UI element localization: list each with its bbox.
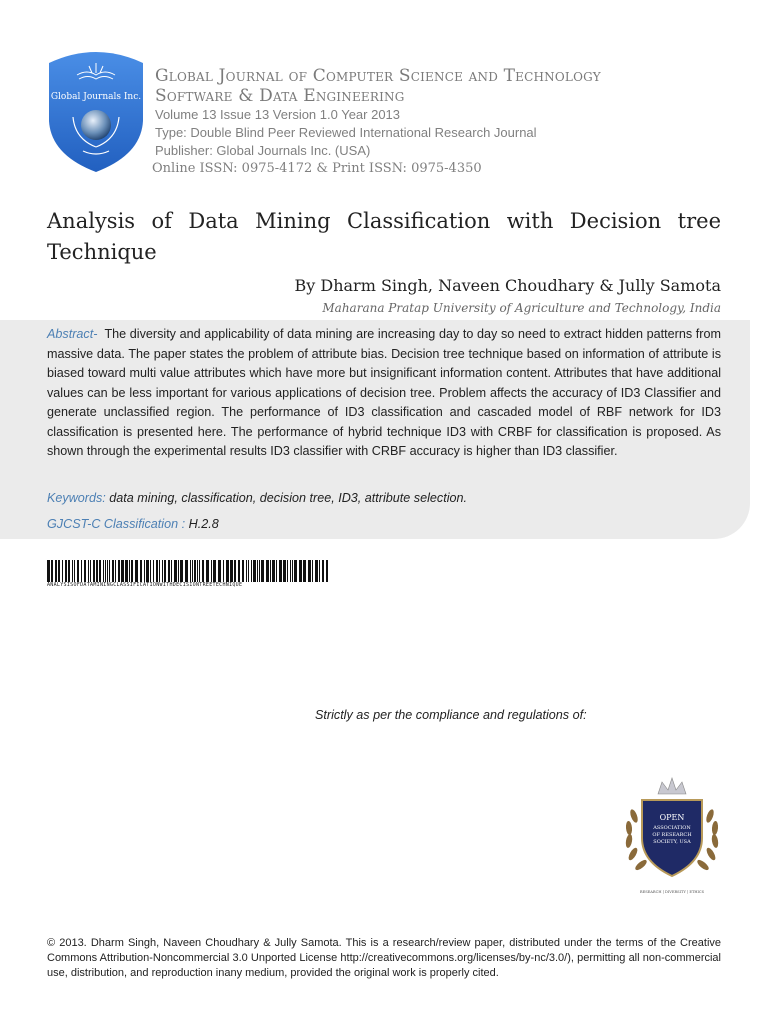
- barcode-bar: [118, 560, 120, 582]
- barcode: [47, 560, 329, 582]
- barcode-bar: [272, 560, 275, 582]
- keywords-value: data mining, classification, decision tree, ID3, attribute selection.: [109, 491, 468, 505]
- keywords: [47, 491, 467, 505]
- barcode-bar: [62, 560, 63, 582]
- barcode-bar: [107, 560, 108, 582]
- barcode-bar: [276, 560, 277, 582]
- open-association-seal: [618, 776, 726, 898]
- abstract-label: Abstract-: [47, 327, 98, 341]
- compliance-note: Strictly as per the compliance and regulations of:: [315, 708, 587, 722]
- paper-authors: By Dharm Singh, Naveen Choudhary & Jully Samota: [294, 276, 721, 295]
- barcode-bar: [84, 560, 86, 582]
- barcode-bar: [156, 560, 158, 582]
- journal-issn: Online ISSN: 0975-4172 & Print ISSN: 0975-4350: [152, 161, 482, 176]
- barcode-bar: [178, 560, 179, 582]
- copyright-notice: © 2013. Dharm Singh, Naveen Choudhary & Jully Samota. This is a research/review paper, distributed under the terms of the Creative Commons Attribution-Noncommercial 3.0 Unported License http://creativecommons.org/licenses/by-nc/3.0/), permitting all non-commercial use, distribution, and reproduction inany medium, provided the original work is properly cited.: [47, 937, 721, 979]
- barcode-bar: [283, 560, 286, 582]
- seal-motto: RESEARCH | DIVERSITY | ETHICS: [639, 890, 705, 894]
- barcode-bar: [326, 560, 328, 582]
- barcode-bar: [226, 560, 229, 582]
- barcode-bar: [319, 560, 320, 582]
- seal-shield-icon: [642, 800, 702, 876]
- barcode-bar: [242, 560, 244, 582]
- barcode-bar: [266, 560, 269, 582]
- classification: [47, 517, 219, 531]
- barcode-bar: [88, 560, 89, 582]
- barcode-bar: [171, 560, 172, 582]
- abstract: [47, 325, 721, 462]
- classification-value: H.2.8: [188, 517, 219, 531]
- barcode-bar: [261, 560, 264, 582]
- journal-type: Type: Double Blind Peer Reviewed International Research Journal: [155, 125, 537, 140]
- barcode-bar: [51, 560, 53, 582]
- barcode-bar: [197, 560, 198, 582]
- barcode-bar: [135, 560, 138, 582]
- barcode-bar: [99, 560, 101, 582]
- barcode-bar: [96, 560, 98, 582]
- barcode-bar: [144, 560, 145, 582]
- barcode-bar: [230, 560, 233, 582]
- barcode-bar: [322, 560, 324, 582]
- barcode-bar: [292, 560, 293, 582]
- barcode-bar: [290, 560, 291, 582]
- seal-text-open: OPEN: [659, 813, 685, 822]
- barcode-bar: [103, 560, 104, 582]
- barcode-bar: [303, 560, 306, 582]
- paper-affiliation: Maharana Pratap University of Agriculture and Technology, India: [322, 301, 721, 315]
- barcode-bar: [77, 560, 79, 582]
- barcode-bar: [131, 560, 133, 582]
- journal-publisher: Publisher: Global Journals Inc. (USA): [155, 143, 371, 158]
- barcode-bar: [257, 560, 258, 582]
- barcode-bar: [206, 560, 209, 582]
- barcode-bar: [312, 560, 313, 582]
- seal-text-society: SOCIETY, USA: [653, 839, 691, 845]
- barcode-bar: [185, 560, 188, 582]
- barcode-bar: [93, 560, 95, 582]
- barcode-bar: [192, 560, 193, 582]
- abstract-body: The diversity and applicability of data mining are increasing day to day so need to extract hidden patterns from massive data. The paper states the problem of attribute bias. Decision tree technique based on information of attribute is biased toward multi value attributes which have more but insignificant information content. Attributes that have additional values can be less important for various applications of decision tree. Problem affects the accuracy of ID3 Classifier and generate unclassified region. The performance of ID3 classification and cascaded model of RBF network for ID3 classification is presented here. The performance of hybrid technique ID3 with CRBF for classification is proposed. As shown through the experimental results ID3 classifier with CRBF accuracy is higher than ID3 classifier.: [47, 327, 721, 458]
- globe-icon: [81, 110, 111, 140]
- barcode-bar: [238, 560, 240, 582]
- barcode-bar: [194, 560, 196, 582]
- barcode-bar: [74, 560, 75, 582]
- barcode-bar: [246, 560, 247, 582]
- barcode-bar: [234, 560, 236, 582]
- seal-crown-icon: [658, 778, 686, 794]
- journal-title-line1: Global Journal of Computer Science and Technology: [155, 66, 601, 86]
- global-journals-logo: [47, 45, 145, 173]
- barcode-bar: [81, 560, 82, 582]
- barcode-bar: [146, 560, 149, 582]
- barcode-bar: [251, 560, 252, 582]
- barcode-bar: [121, 560, 124, 582]
- barcode-bar: [115, 560, 116, 582]
- barcode-bar: [90, 560, 91, 582]
- barcode-bar: [299, 560, 302, 582]
- barcode-bar: [159, 560, 160, 582]
- barcode-bar: [213, 560, 216, 582]
- barcode-bar: [287, 560, 288, 582]
- barcode-bar: [68, 560, 70, 582]
- journal-volume: Volume 13 Issue 13 Version 1.0 Year 2013: [155, 107, 401, 122]
- paper-title: Analysis of Data Mining Classification with Decision tree Technique: [47, 209, 721, 264]
- seal-text-research: OF RESEARCH: [652, 832, 692, 838]
- barcode-bar: [65, 560, 67, 582]
- barcode-bar: [259, 560, 260, 582]
- barcode-bar: [211, 560, 212, 582]
- barcode-bar: [308, 560, 311, 582]
- barcode-bar: [125, 560, 128, 582]
- barcode-bar: [105, 560, 106, 582]
- barcode-bar: [180, 560, 183, 582]
- logo-text: Global Journals Inc.: [50, 92, 142, 102]
- journal-title-line2: Software & Data Engineering: [155, 86, 405, 106]
- barcode-bar: [109, 560, 110, 582]
- barcode-bar: [112, 560, 114, 582]
- barcode-bar: [153, 560, 154, 582]
- barcode-bar: [164, 560, 166, 582]
- barcode-bar: [58, 560, 60, 582]
- seal-text-association: ASSOCIATION: [653, 825, 691, 831]
- barcode-bar: [47, 560, 50, 582]
- classification-label: GJCST-C Classification :: [47, 517, 186, 531]
- barcode-bar: [202, 560, 204, 582]
- journal-header: [152, 66, 601, 178]
- barcode-bar: [223, 560, 224, 582]
- barcode-bar: [174, 560, 177, 582]
- barcode-bar: [248, 560, 249, 582]
- barcode-bar: [168, 560, 170, 582]
- barcode-text: ANALYSISOFDATAMININGCLASSIFICATIONWITHDECISIONTREETECHNIQUE: [47, 582, 243, 588]
- barcode-bar: [55, 560, 57, 582]
- barcode-bar: [218, 560, 221, 582]
- barcode-bar: [279, 560, 282, 582]
- barcode-bar: [129, 560, 130, 582]
- barcode-bar: [253, 560, 256, 582]
- barcode-bar: [315, 560, 318, 582]
- barcode-bar: [162, 560, 163, 582]
- barcode-bar: [72, 560, 73, 582]
- barcode-bar: [270, 560, 271, 582]
- barcode-bar: [199, 560, 200, 582]
- barcode-bar: [294, 560, 297, 582]
- barcode-bar: [150, 560, 151, 582]
- barcode-bar: [140, 560, 142, 582]
- keywords-label: Keywords:: [47, 491, 106, 505]
- barcode-bar: [190, 560, 191, 582]
